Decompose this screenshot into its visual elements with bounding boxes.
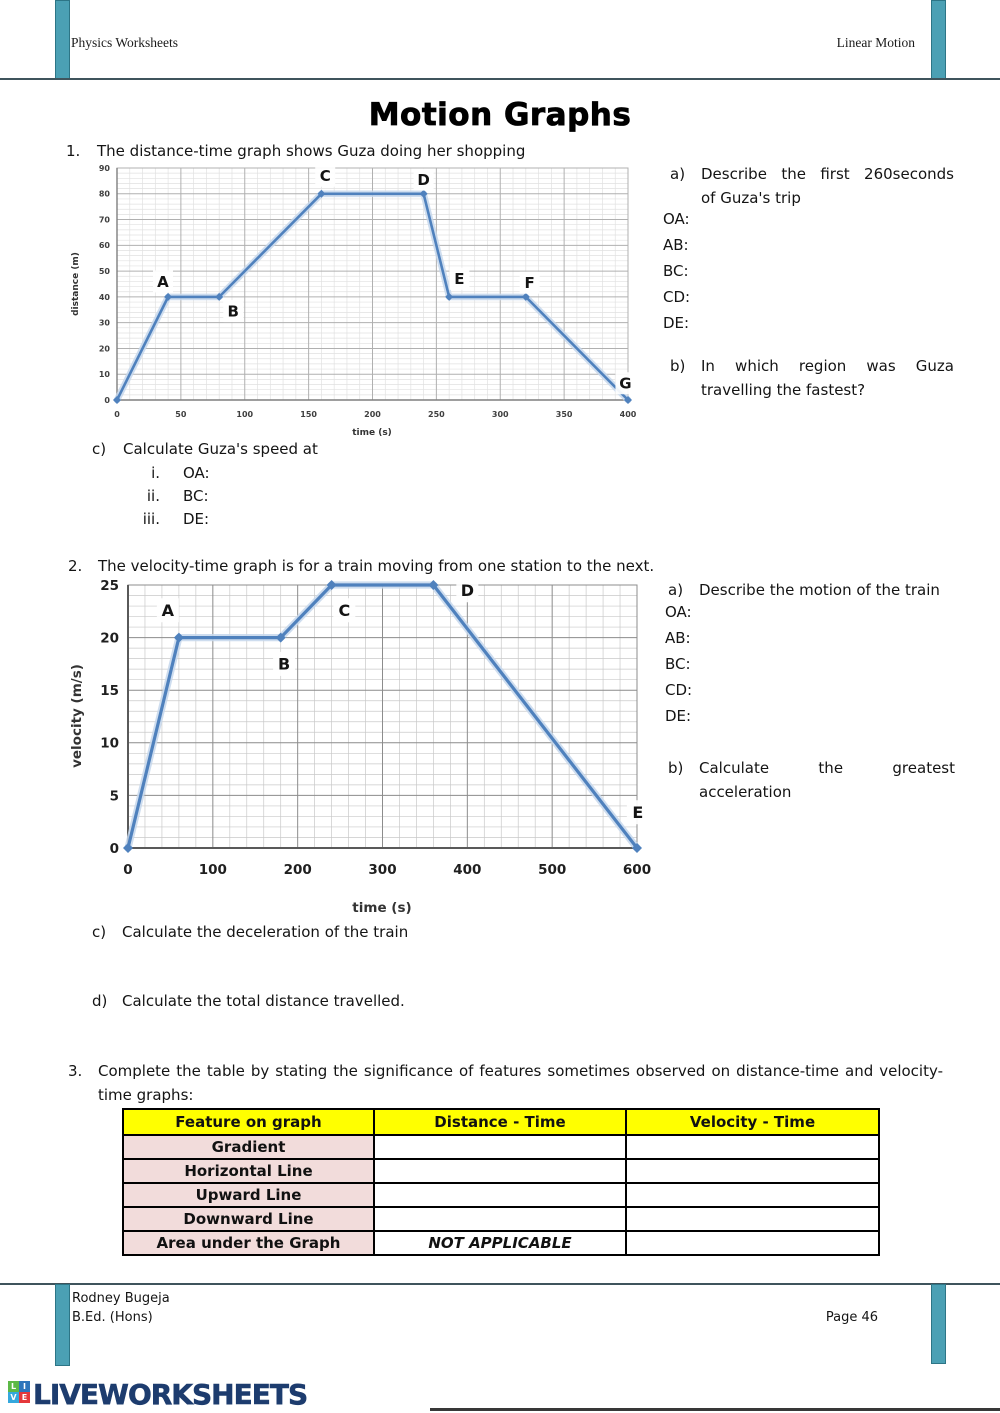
q2-prompt: The velocity-time graph is for a train moving from one station to the next. bbox=[98, 557, 655, 575]
q2b-line2: acceleration bbox=[699, 783, 792, 801]
q2b-label: b) bbox=[668, 759, 684, 777]
header-right-accent-bar bbox=[931, 0, 946, 80]
svg-text:A: A bbox=[157, 272, 169, 291]
distance-time-chart bbox=[62, 157, 654, 441]
q2-region-cd: CD: bbox=[665, 681, 693, 699]
q1b-line1: In which region was Guza bbox=[701, 357, 954, 375]
table-row bbox=[123, 1183, 879, 1207]
svg-text:100: 100 bbox=[236, 410, 254, 419]
col-header-distance-time: Distance - Time bbox=[374, 1109, 626, 1135]
svg-text:time (s): time (s) bbox=[352, 428, 392, 438]
header-right-title: Linear Motion bbox=[836, 35, 915, 50]
svg-text:D: D bbox=[417, 171, 430, 189]
q1b-line2: travelling the fastest? bbox=[701, 381, 866, 399]
q2-region-de: DE: bbox=[665, 707, 692, 725]
q3-prompt-line2: time graphs: bbox=[98, 1086, 194, 1104]
svg-text:0: 0 bbox=[114, 410, 120, 419]
q1-region-oa: OA: bbox=[663, 210, 690, 228]
svg-text:200: 200 bbox=[283, 862, 312, 878]
svg-text:B: B bbox=[277, 654, 291, 674]
svg-text:50: 50 bbox=[98, 266, 110, 276]
q2a-label: a) bbox=[668, 581, 684, 599]
answer-cell-area-vt[interactable] bbox=[626, 1231, 879, 1255]
svg-text:distance (m): distance (m) bbox=[71, 252, 81, 316]
logo-square-l: L bbox=[8, 1381, 19, 1392]
svg-text:100: 100 bbox=[198, 862, 227, 878]
feature-downward-line: Downward Line bbox=[123, 1207, 374, 1231]
svg-text:10: 10 bbox=[100, 735, 119, 752]
svg-text:250: 250 bbox=[428, 410, 445, 419]
col-header-velocity-time: Velocity - Time bbox=[626, 1109, 879, 1135]
footer-divider bbox=[0, 1283, 1000, 1285]
svg-text:0: 0 bbox=[123, 862, 133, 878]
liveworksheets-logo-icon bbox=[8, 1381, 30, 1403]
svg-text:150: 150 bbox=[300, 410, 317, 419]
svg-text:40: 40 bbox=[98, 292, 110, 302]
q2-number: 2. bbox=[68, 557, 83, 575]
q2d-text: Calculate the total distance travelled. bbox=[122, 992, 405, 1010]
table-row bbox=[123, 1159, 879, 1183]
answer-cell-upward-dt[interactable] bbox=[374, 1183, 626, 1207]
q1c-ii-label: BC: bbox=[183, 487, 209, 505]
svg-text:350: 350 bbox=[555, 410, 573, 419]
svg-text:C: C bbox=[338, 601, 351, 621]
svg-text:5: 5 bbox=[109, 788, 119, 805]
velocity-time-chart bbox=[62, 572, 662, 920]
q1a-line1: Describe the first 260seconds bbox=[701, 165, 954, 183]
q1b-label: b) bbox=[670, 357, 686, 375]
q1-region-ab: AB: bbox=[663, 236, 689, 254]
q1-number: 1. bbox=[66, 142, 81, 160]
q3-number: 3. bbox=[68, 1062, 83, 1080]
table-row bbox=[123, 1135, 879, 1159]
table-header-row bbox=[123, 1109, 879, 1135]
feature-area-under-graph: Area under the Graph bbox=[123, 1231, 374, 1255]
footer-author-degree: B.Ed. (Hons) bbox=[72, 1310, 153, 1325]
svg-text:E: E bbox=[632, 802, 644, 822]
footer-right-accent-bar bbox=[931, 1284, 946, 1364]
answer-cell-gradient-vt[interactable] bbox=[626, 1135, 879, 1159]
footer-author-name: Rodney Bugeja bbox=[72, 1291, 170, 1306]
q2-region-ab: AB: bbox=[665, 629, 691, 647]
answer-cell-upward-vt[interactable] bbox=[626, 1183, 879, 1207]
svg-text:80: 80 bbox=[98, 189, 110, 199]
svg-text:400: 400 bbox=[453, 862, 482, 878]
footer-left-accent-bar bbox=[55, 1284, 70, 1366]
svg-text:15: 15 bbox=[100, 683, 119, 700]
table-row bbox=[123, 1207, 879, 1231]
q1-region-cd: CD: bbox=[663, 288, 691, 306]
feature-gradient: Gradient bbox=[123, 1135, 374, 1159]
q1c-iii-label: DE: bbox=[183, 510, 210, 528]
svg-text:0: 0 bbox=[104, 395, 110, 405]
svg-text:200: 200 bbox=[364, 410, 381, 419]
svg-text:A: A bbox=[161, 601, 175, 621]
svg-text:20: 20 bbox=[98, 344, 110, 354]
cell-area-dt-not-applicable: NOT APPLICABLE bbox=[374, 1231, 626, 1255]
feature-upward-line: Upward Line bbox=[123, 1183, 374, 1207]
header-divider bbox=[0, 78, 1000, 80]
logo-square-i: I bbox=[19, 1381, 30, 1392]
q1c-label: c) bbox=[92, 440, 107, 458]
svg-text:D: D bbox=[460, 581, 474, 601]
q1c-ii-num: ii. bbox=[146, 487, 160, 505]
feature-horizontal-line: Horizontal Line bbox=[123, 1159, 374, 1183]
svg-text:70: 70 bbox=[98, 215, 110, 225]
header-left-title: Physics Worksheets bbox=[71, 35, 179, 50]
q1-region-bc: BC: bbox=[663, 262, 689, 280]
logo-square-v: V bbox=[8, 1392, 19, 1403]
q1a-label: a) bbox=[670, 165, 686, 183]
answer-cell-downward-vt[interactable] bbox=[626, 1207, 879, 1231]
table-row bbox=[123, 1231, 879, 1255]
page-title: Motion Graphs bbox=[368, 97, 632, 133]
q1-prompt: The distance-time graph shows Guza doing her shopping bbox=[97, 142, 526, 160]
col-header-feature: Feature on graph bbox=[123, 1109, 374, 1135]
svg-text:20: 20 bbox=[100, 630, 119, 647]
q2c-text: Calculate the deceleration of the train bbox=[122, 923, 409, 941]
svg-text:velocity (m/s): velocity (m/s) bbox=[69, 664, 85, 768]
svg-text:C: C bbox=[319, 167, 331, 186]
liveworksheets-logo-text: LIVEWORKSHEETS bbox=[33, 1378, 308, 1411]
svg-text:time (s): time (s) bbox=[352, 900, 412, 916]
svg-text:E: E bbox=[454, 270, 465, 289]
q1c-i-label: OA: bbox=[183, 464, 210, 482]
logo-square-e: E bbox=[19, 1392, 30, 1403]
q3-feature-table bbox=[122, 1108, 880, 1256]
bottom-edge-line bbox=[430, 1408, 1000, 1411]
svg-text:600: 600 bbox=[622, 862, 652, 878]
answer-cell-horizontal-vt[interactable] bbox=[626, 1159, 879, 1183]
page-number: Page 46 bbox=[825, 1310, 878, 1325]
q1-region-de: DE: bbox=[663, 314, 690, 332]
answer-cell-gradient-dt[interactable] bbox=[374, 1135, 626, 1159]
q1a-line2: of Guza's trip bbox=[701, 189, 801, 207]
svg-text:G: G bbox=[619, 374, 632, 393]
q2d-label: d) bbox=[92, 992, 108, 1010]
svg-text:300: 300 bbox=[491, 410, 509, 419]
svg-text:0: 0 bbox=[109, 840, 119, 857]
liveworksheets-logo bbox=[8, 1378, 307, 1411]
answer-cell-horizontal-dt[interactable] bbox=[374, 1159, 626, 1183]
svg-text:400: 400 bbox=[619, 410, 637, 419]
svg-text:500: 500 bbox=[538, 862, 567, 878]
svg-text:60: 60 bbox=[98, 241, 110, 251]
svg-text:30: 30 bbox=[98, 318, 110, 328]
svg-text:F: F bbox=[524, 274, 535, 293]
svg-text:90: 90 bbox=[98, 163, 110, 173]
q1c-iii-num: iii. bbox=[142, 510, 160, 528]
q1c-i-num: i. bbox=[151, 464, 160, 482]
q3-prompt-line1: Complete the table by stating the significance of features sometimes observed on distance-time and velocity- bbox=[98, 1062, 943, 1080]
q1c-prompt: Calculate Guza's speed at bbox=[123, 440, 318, 458]
answer-cell-downward-dt[interactable] bbox=[374, 1207, 626, 1231]
q2-region-bc: BC: bbox=[665, 655, 691, 673]
svg-text:300: 300 bbox=[368, 862, 397, 878]
q2c-label: c) bbox=[92, 923, 107, 941]
header-left-accent-bar bbox=[55, 0, 70, 80]
svg-text:B: B bbox=[227, 302, 239, 321]
svg-text:50: 50 bbox=[175, 410, 187, 419]
svg-text:10: 10 bbox=[98, 370, 110, 380]
q2b-line1: Calculate the greatest bbox=[699, 759, 955, 777]
q2a-text: Describe the motion of the train bbox=[699, 581, 940, 599]
q2-region-oa: OA: bbox=[665, 603, 692, 621]
svg-text:25: 25 bbox=[100, 577, 119, 594]
